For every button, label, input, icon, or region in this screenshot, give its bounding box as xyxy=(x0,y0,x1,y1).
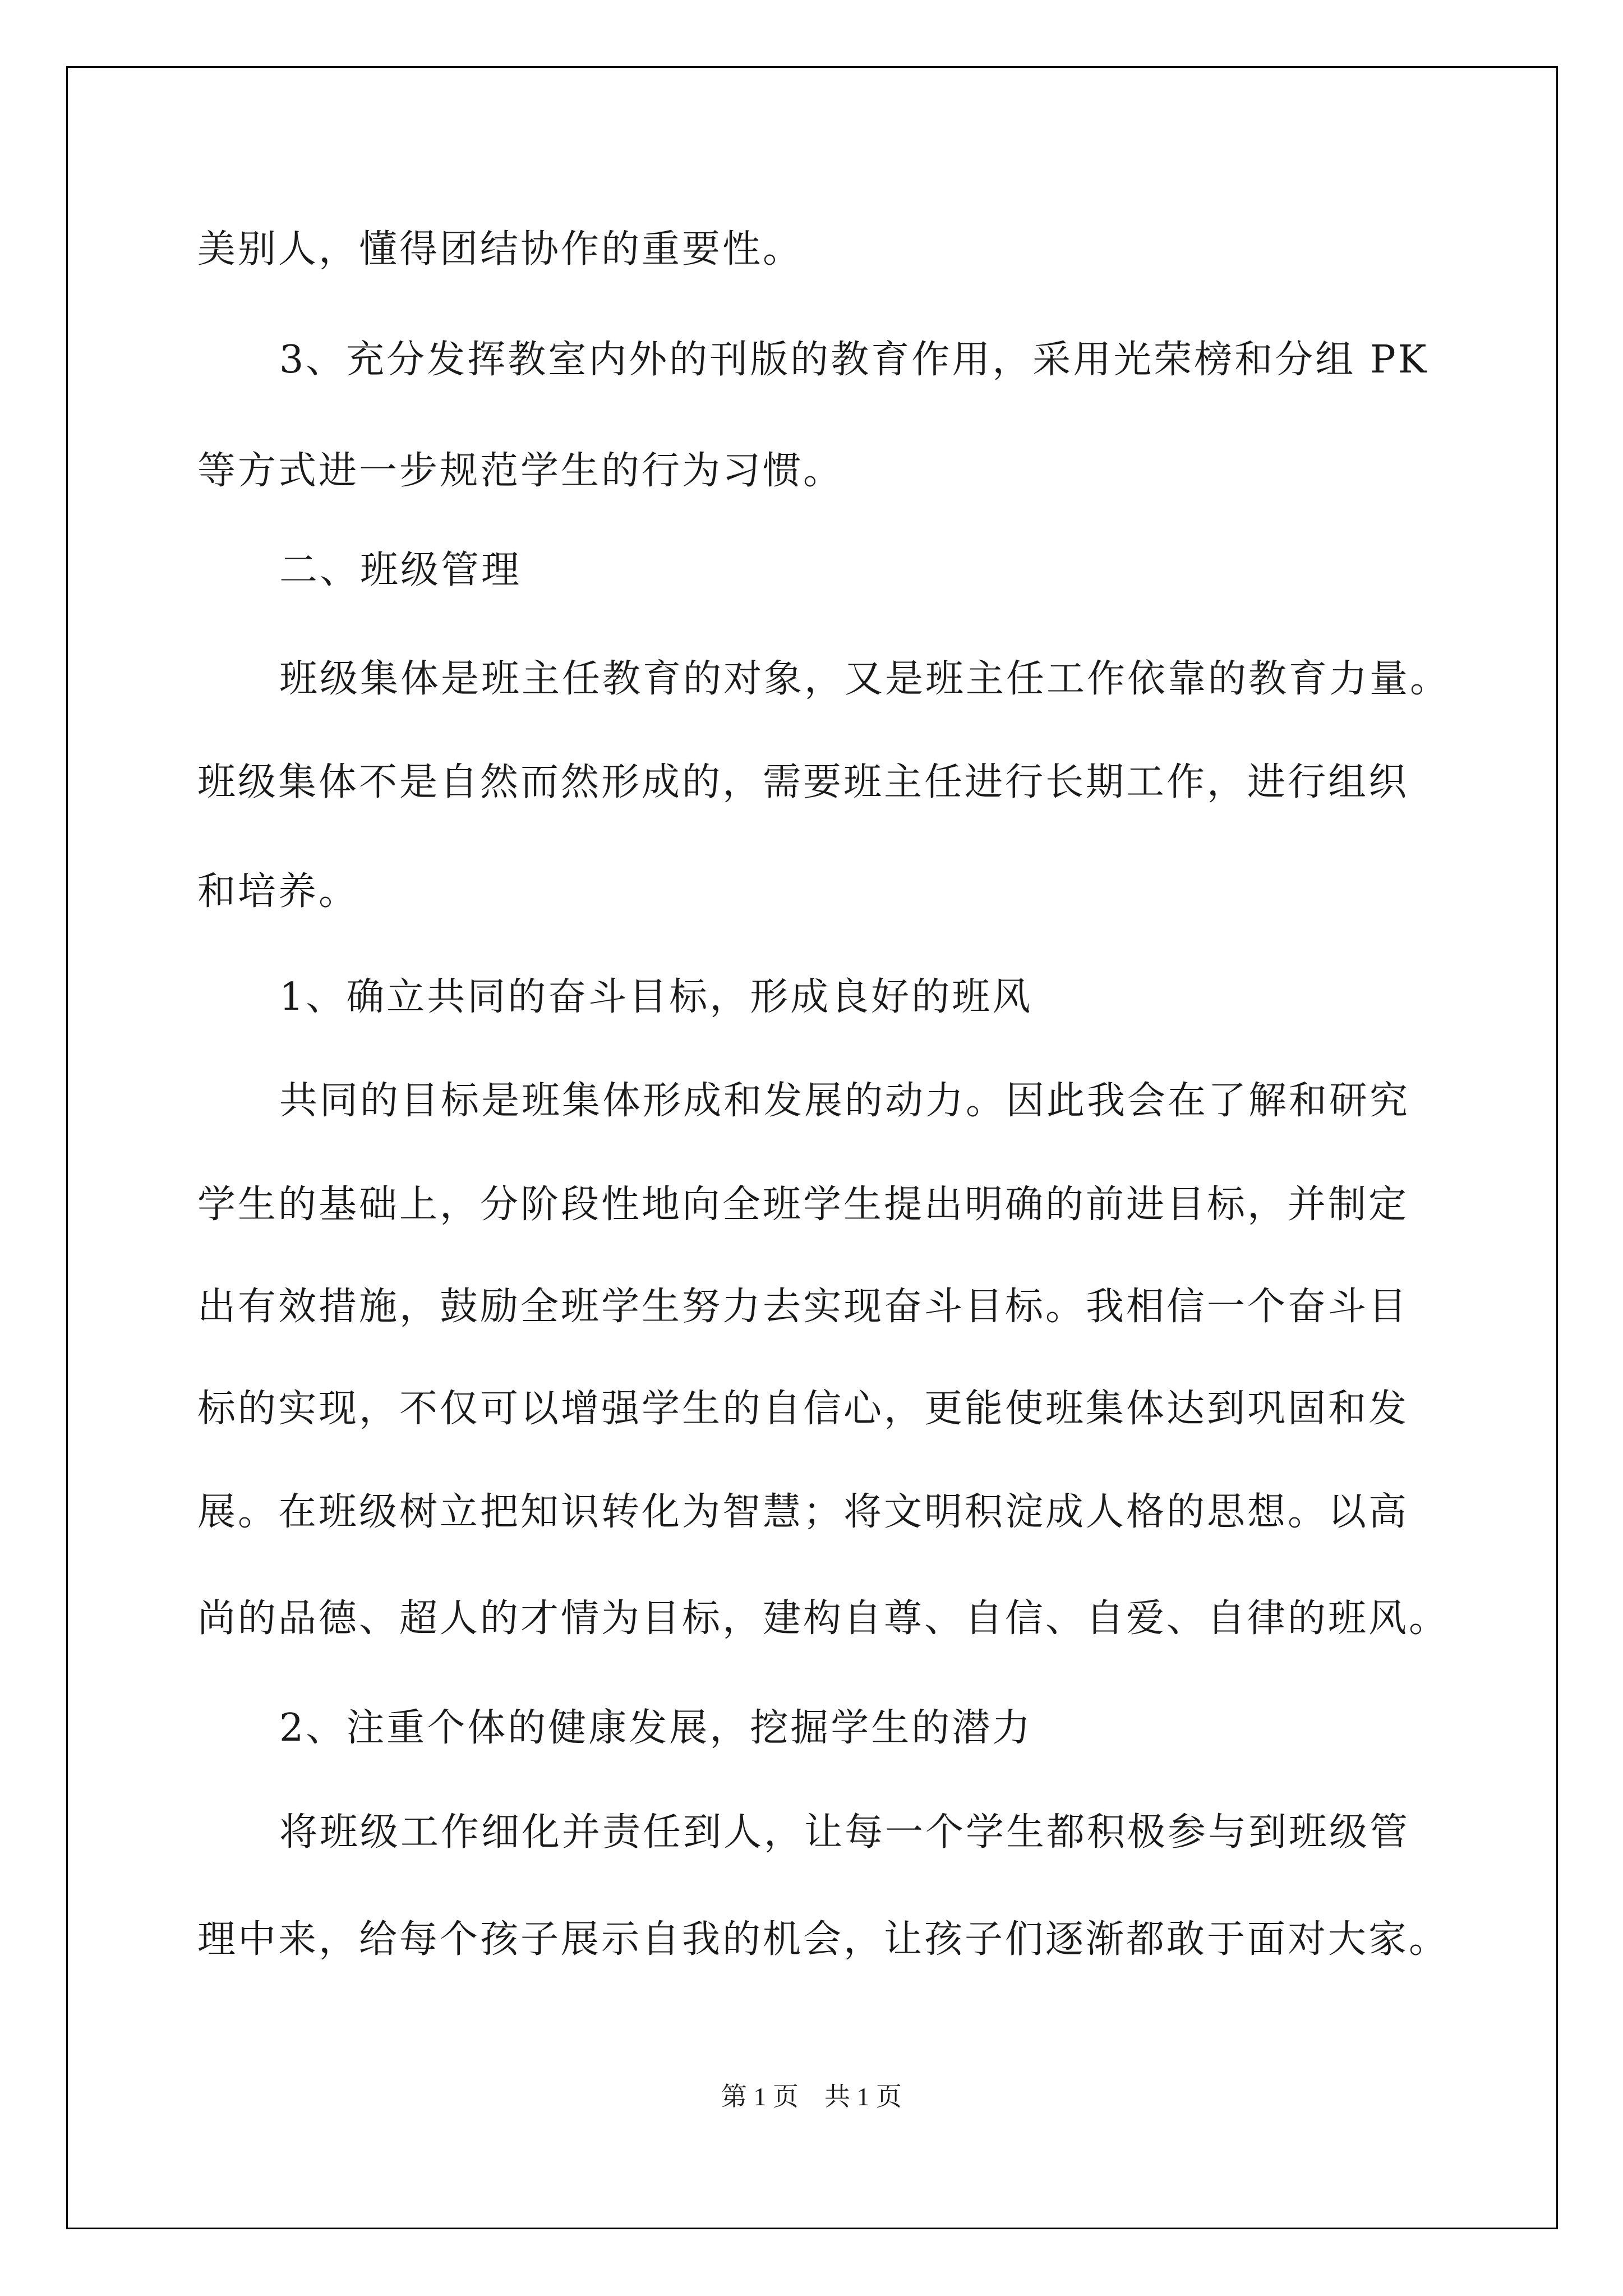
text-line: 等方式进一步规范学生的行为习惯。 xyxy=(197,449,844,493)
text-line: 展。在班级树立把知识转化为智慧；将文明积淀成人格的思想。以高 xyxy=(197,1490,1409,1534)
subsection-heading: 1、确立共同的奋斗目标，形成良好的班风 xyxy=(279,975,1033,1019)
text-line: 标的实现，不仅可以增强学生的自信心，更能使班集体达到巩固和发 xyxy=(197,1387,1409,1431)
text-line: 和培养。 xyxy=(197,869,359,914)
text-line: 共同的目标是班集体形成和发展的动力。因此我会在了解和研究 xyxy=(279,1079,1410,1123)
page-footer: 第 1 页 共 1 页 xyxy=(721,2082,902,2111)
text-line: 将班级工作细化并责任到人，让每一个学生都积极参与到班级管 xyxy=(279,1810,1410,1855)
text-line: 班级集体是班主任教育的对象，又是班主任工作依靠的教育力量。 xyxy=(279,657,1451,701)
text-line: 美别人，懂得团结协作的重要性。 xyxy=(197,227,804,272)
text-line: 出有效措施，鼓励全班学生努力去实现奋斗目标。我相信一个奋斗目 xyxy=(197,1285,1409,1329)
subsection-heading: 2、注重个体的健康发展，挖掘学生的潜力 xyxy=(279,1706,1033,1750)
text-line: 3、充分发挥教室内外的刊版的教育作用，采用光荣榜和分组 PK xyxy=(279,338,1429,382)
text-line: 学生的基础上，分阶段性地向全班学生提出明确的前进目标，并制定 xyxy=(197,1182,1409,1227)
text-line: 班级集体不是自然而然形成的，需要班主任进行长期工作，进行组织 xyxy=(197,760,1409,804)
text-line: 理中来，给每个孩子展示自我的机会，让孩子们逐渐都敢于面对大家。 xyxy=(197,1917,1450,1962)
section-heading: 二、班级管理 xyxy=(279,548,522,592)
text-line: 尚的品德、超人的才情为目标，建构自尊、自信、自爱、自律的班风。 xyxy=(197,1596,1450,1641)
